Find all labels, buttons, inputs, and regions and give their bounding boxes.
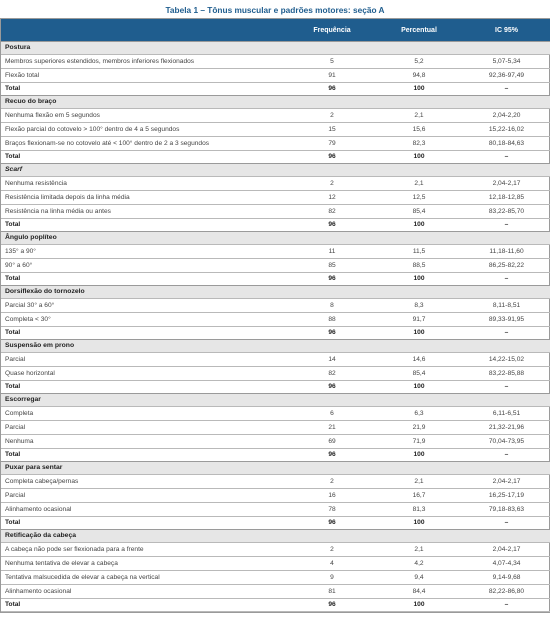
section-header-row: [1, 340, 550, 353]
row-ic95: 2,04-2,20: [492, 112, 521, 119]
row-percentual: 15,6: [412, 126, 426, 133]
table-row: [1, 191, 550, 205]
table-row: [1, 109, 550, 123]
row-percentual: 2,1: [414, 546, 424, 553]
row-ic95: 4,07-4,34: [492, 560, 521, 567]
table-row: [1, 557, 550, 571]
table-row: [1, 177, 550, 191]
row-percentual: 21,9: [412, 424, 426, 431]
row-percentual: 6,3: [414, 410, 424, 417]
total-label: Total: [5, 275, 21, 282]
row-label: Parcial: [5, 424, 26, 431]
row-label: Resistência limitada depois da linha média: [5, 194, 130, 201]
row-label: Completa: [5, 410, 34, 417]
table-row: [1, 571, 550, 585]
header-ic95: IC 95%: [495, 26, 518, 34]
row-ic95: 2,04-2,17: [492, 478, 521, 485]
row-percentual: 91,7: [412, 316, 426, 323]
row-frequencia: 69: [328, 438, 336, 445]
header-row: [1, 19, 550, 42]
total-ic95: –: [504, 275, 509, 282]
row-percentual: 85,4: [412, 370, 426, 377]
row-ic95: 16,25-17,19: [488, 492, 525, 499]
table-row: [1, 205, 550, 219]
section-title: Puxar para sentar: [1, 462, 550, 475]
row-percentual: 11,5: [412, 248, 426, 255]
row-frequencia: 88: [328, 316, 336, 323]
row-frequencia: 78: [328, 506, 336, 513]
header-frequencia: Frequência: [313, 26, 351, 34]
row-percentual: 2,1: [414, 180, 424, 187]
section-header-row: [1, 164, 550, 177]
total-frequencia: 96: [328, 451, 336, 458]
table-row: [1, 367, 550, 381]
row-ic95: 83,22-85,70: [488, 208, 525, 215]
row-label: Nenhuma resistência: [5, 180, 67, 187]
total-percentual: 100: [413, 275, 425, 282]
row-percentual: 12,5: [412, 194, 426, 201]
section-header-row: [1, 96, 550, 109]
row-frequencia: 2: [330, 112, 334, 119]
total-percentual: 100: [413, 153, 425, 160]
row-ic95: 70,04-73,95: [488, 438, 525, 445]
row-percentual: 71,9: [412, 438, 426, 445]
row-percentual: 5,2: [414, 58, 424, 65]
row-percentual: 9,4: [414, 574, 424, 581]
total-row: [1, 449, 550, 462]
table-title: Tabela 1 – Tônus muscular e padrões motores: seção A: [165, 5, 385, 15]
row-label: Tentativa malsucedida de elevar a cabeça na vertical: [5, 574, 160, 581]
row-label: A cabeça não pode ser flexionada para a frente: [5, 546, 144, 553]
total-label: Total: [5, 85, 21, 92]
row-ic95: 5,07-5,34: [492, 58, 521, 65]
row-label: Nenhuma: [5, 438, 34, 445]
total-ic95: –: [504, 451, 509, 458]
total-ic95: –: [504, 85, 509, 92]
table-row: [1, 407, 550, 421]
row-label: 135° a 90°: [5, 248, 36, 255]
row-ic95: 9,14-9,68: [492, 574, 521, 581]
row-label: Completa < 30°: [5, 316, 51, 323]
total-percentual: 100: [413, 601, 425, 608]
table-row: [1, 435, 550, 449]
row-ic95: 82,22-86,80: [488, 588, 525, 595]
row-frequencia: 11: [328, 248, 336, 255]
table-frame: [0, 18, 550, 613]
row-percentual: 16,7: [412, 492, 426, 499]
page: [0, 3, 550, 620]
total-row: [1, 151, 550, 164]
total-label: Total: [5, 383, 21, 390]
row-ic95: 12,18-12,85: [488, 194, 525, 201]
table-row: [1, 259, 550, 273]
row-frequencia: 16: [328, 492, 336, 499]
total-label: Total: [5, 519, 21, 526]
total-percentual: 100: [413, 519, 425, 526]
row-label: Flexão parcial do cotovelo > 100° dentro de 4 a 5 segundos: [5, 126, 180, 133]
row-label: Nenhuma flexão em 5 segundos: [5, 112, 100, 119]
total-frequencia: 96: [328, 519, 336, 526]
total-ic95: –: [504, 601, 509, 608]
data-table: [1, 19, 550, 612]
row-frequencia: 2: [330, 180, 334, 187]
row-ic95: 79,18-83,63: [488, 506, 525, 513]
row-percentual: 85,4: [412, 208, 426, 215]
row-ic95: 2,04-2,17: [492, 546, 521, 553]
section-header-row: [1, 530, 550, 543]
row-frequencia: 14: [328, 356, 336, 363]
total-label: Total: [5, 153, 21, 160]
row-ic95: 21,32-21,96: [488, 424, 525, 431]
total-frequencia: 96: [328, 221, 336, 228]
table-row: [1, 353, 550, 367]
total-frequencia: 96: [328, 153, 336, 160]
row-label: Resistência na linha média ou antes: [5, 208, 111, 215]
table-row: [1, 503, 550, 517]
row-ic95: 8,11-8,51: [492, 302, 521, 309]
row-ic95: 11,18-11,60: [489, 248, 524, 255]
section-header-row: [1, 462, 550, 475]
section-header-row: [1, 232, 550, 245]
row-frequencia: 82: [328, 370, 336, 377]
row-frequencia: 91: [328, 72, 336, 79]
section-title: Escorregar: [1, 394, 550, 407]
row-label: Alinhamento ocasional: [5, 506, 72, 513]
total-frequencia: 96: [328, 275, 336, 282]
row-label: Parcial: [5, 356, 26, 363]
total-row: [1, 83, 550, 96]
row-frequencia: 9: [330, 574, 334, 581]
table-row: [1, 123, 550, 137]
header-label: [1, 19, 289, 42]
row-label: Parcial: [5, 492, 26, 499]
row-ic95: 92,36-97,49: [488, 72, 525, 79]
section-header-row: [1, 394, 550, 407]
row-ic95: 83,22-85,88: [488, 370, 525, 377]
row-percentual: 81,3: [412, 506, 426, 513]
row-percentual: 14,6: [412, 356, 426, 363]
table-row: [1, 137, 550, 151]
row-frequencia: 2: [330, 478, 334, 485]
row-frequencia: 5: [330, 58, 334, 65]
row-frequencia: 12: [328, 194, 336, 201]
row-frequencia: 15: [328, 126, 336, 133]
table-row: [1, 543, 550, 557]
total-row: [1, 517, 550, 530]
row-frequencia: 81: [328, 588, 336, 595]
total-ic95: –: [504, 383, 509, 390]
row-ic95: 2,04-2,17: [492, 180, 521, 187]
row-label: Braços flexionam-se no cotovelo até < 100° dentro de 2 a 3 segundos: [5, 140, 210, 147]
row-frequencia: 2: [330, 546, 334, 553]
section-title: Suspensão em prono: [1, 340, 550, 353]
total-ic95: –: [504, 519, 509, 526]
table-row: [1, 299, 550, 313]
total-row: [1, 599, 550, 612]
row-frequencia: 79: [328, 140, 336, 147]
table-body: [1, 42, 550, 612]
row-percentual: 88,5: [412, 262, 426, 269]
total-percentual: 100: [413, 85, 425, 92]
row-ic95: 89,33-91,95: [488, 316, 525, 323]
section-header-row: [1, 286, 550, 299]
total-frequencia: 96: [328, 601, 336, 608]
row-label: Nenhuma tentativa de elevar a cabeça: [5, 560, 118, 567]
total-row: [1, 327, 550, 340]
row-frequencia: 82: [328, 208, 336, 215]
row-ic95: 86,25-82,22: [488, 262, 525, 269]
section-title: Dorsiflexão do tornozelo: [1, 286, 550, 299]
total-row: [1, 219, 550, 232]
total-percentual: 100: [413, 383, 425, 390]
row-percentual: 94,8: [412, 72, 426, 79]
section-title: Ângulo poplíteo: [1, 232, 550, 245]
row-label: 90° a 60°: [5, 262, 33, 269]
row-label: Parcial 30° a 60°: [5, 302, 55, 309]
row-frequencia: 4: [330, 560, 334, 567]
row-label: Membros superiores estendidos, membros inferiores flexionados: [5, 58, 195, 65]
row-label: Quase horizontal: [5, 370, 55, 377]
total-ic95: –: [504, 153, 509, 160]
header-percentual: Percentual: [401, 26, 437, 34]
row-frequencia: 6: [330, 410, 334, 417]
table-row: [1, 421, 550, 435]
row-percentual: 2,1: [414, 478, 424, 485]
table-row: [1, 55, 550, 69]
total-ic95: –: [504, 329, 509, 336]
row-label: Completa cabeça/pernas: [5, 478, 79, 485]
row-label: Flexão total: [5, 72, 40, 79]
table-row: [1, 475, 550, 489]
row-percentual: 84,4: [412, 588, 426, 595]
row-percentual: 4,2: [414, 560, 424, 567]
row-ic95: 80,18-84,63: [488, 140, 525, 147]
row-frequencia: 8: [330, 302, 334, 309]
row-frequencia: 85: [328, 262, 336, 269]
total-percentual: 100: [413, 329, 425, 336]
total-frequencia: 96: [328, 383, 336, 390]
table-row: [1, 489, 550, 503]
total-label: Total: [5, 451, 21, 458]
total-ic95: –: [504, 221, 509, 228]
total-frequencia: 96: [328, 85, 336, 92]
section-title: Retificação da cabeça: [1, 530, 550, 543]
row-percentual: 2,1: [414, 112, 424, 119]
row-ic95: 14,22-15,02: [488, 356, 525, 363]
total-row: [1, 273, 550, 286]
total-percentual: 100: [413, 221, 425, 228]
table-row: [1, 69, 550, 83]
table-row: [1, 313, 550, 327]
total-frequencia: 96: [328, 329, 336, 336]
row-percentual: 82,3: [412, 140, 426, 147]
total-label: Total: [5, 221, 21, 228]
row-frequencia: 21: [328, 424, 336, 431]
row-percentual: 8,3: [414, 302, 424, 309]
total-label: Total: [5, 601, 21, 608]
section-header-row: [1, 42, 550, 55]
row-label: Alinhamento ocasional: [5, 588, 72, 595]
table-header: [1, 19, 550, 42]
table-row: [1, 585, 550, 599]
total-label: Total: [5, 329, 21, 336]
total-row: [1, 381, 550, 394]
section-title: Recuo do braço: [1, 96, 550, 109]
section-title: Postura: [1, 42, 550, 55]
table-row: [1, 245, 550, 259]
row-ic95: 6,11-6,51: [492, 410, 521, 417]
row-ic95: 15,22-16,02: [488, 126, 525, 133]
total-percentual: 100: [413, 451, 425, 458]
section-title: Scarf: [1, 164, 550, 177]
